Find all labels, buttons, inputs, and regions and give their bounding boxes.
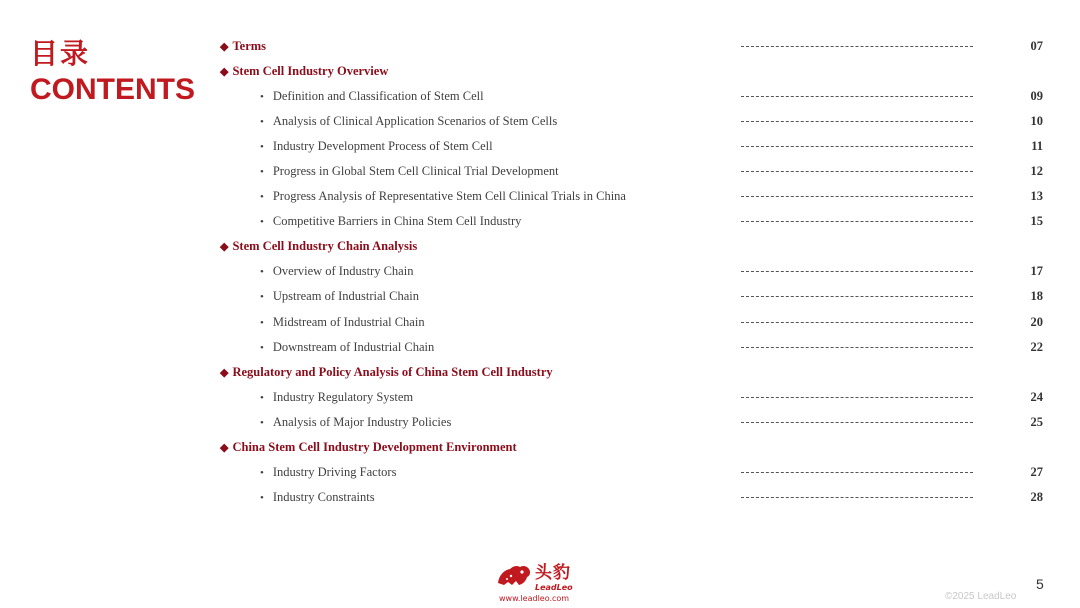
diamond-bullet-icon: ◆ xyxy=(220,41,229,53)
diamond-bullet-icon: ◆ xyxy=(220,441,229,454)
toc-item xyxy=(0,485,1080,510)
toc-label xyxy=(260,310,425,336)
table-of-contents xyxy=(0,34,1080,510)
leopard-logo-icon xyxy=(496,563,532,587)
diamond-bullet-icon: ◆ xyxy=(220,241,229,254)
toc-title: Industry Driving Factors xyxy=(272,464,397,479)
toc-label xyxy=(260,184,626,210)
toc-label xyxy=(260,159,559,185)
toc-title: Midstream of Industrial Chain xyxy=(272,314,425,329)
toc-title: Industry Regulatory System xyxy=(272,389,414,404)
dotted-leader xyxy=(741,497,973,498)
toc-title: Definition and Classification of Stem Cell xyxy=(272,89,484,104)
toc-title: Progress Analysis of Representative Stem Cell Clinical Trials in China xyxy=(272,189,626,204)
dotted-leader xyxy=(741,221,973,222)
toc-label xyxy=(220,435,517,461)
dotted-leader xyxy=(741,146,973,147)
diamond-bullet-icon: ◆ xyxy=(220,66,229,79)
toc-page-number: 10 xyxy=(1030,114,1043,129)
toc-label xyxy=(220,34,266,60)
toc-label xyxy=(260,335,434,361)
toc-label xyxy=(260,84,484,110)
contents-title-en: CONTENTS xyxy=(30,73,195,106)
toc-label xyxy=(260,209,521,235)
toc-label xyxy=(260,410,451,436)
toc-item xyxy=(0,109,1080,134)
dotted-leader xyxy=(741,271,973,272)
dotted-leader xyxy=(741,347,973,348)
toc-page-number: 24 xyxy=(1030,389,1043,404)
toc-page-number: 13 xyxy=(1030,189,1043,204)
toc-page-number: 20 xyxy=(1030,314,1043,329)
dotted-leader xyxy=(741,196,973,197)
dot-bullet-icon: • xyxy=(260,91,264,104)
toc-title: Industry Development Process of Stem Cell xyxy=(272,139,493,154)
toc-title: Overview of Industry Chain xyxy=(272,264,414,279)
dot-bullet-icon: • xyxy=(260,141,264,154)
toc-item xyxy=(0,460,1080,485)
dot-bullet-icon: • xyxy=(260,116,264,129)
dot-bullet-icon: • xyxy=(260,391,264,404)
leadleo-logo xyxy=(496,561,586,605)
slide-number: 5 xyxy=(1036,576,1044,592)
toc-page-number: 12 xyxy=(1030,164,1043,179)
toc-item xyxy=(0,259,1080,284)
toc-item xyxy=(0,310,1080,335)
dotted-leader xyxy=(741,171,973,172)
dot-bullet-icon: • xyxy=(260,216,264,229)
dot-bullet-icon: • xyxy=(260,491,264,504)
toc-page-number: 17 xyxy=(1030,264,1043,279)
toc-item xyxy=(0,335,1080,360)
toc-page-number: 09 xyxy=(1030,89,1043,104)
logo-text-en: LeadLeo xyxy=(535,583,573,592)
toc-page-number: 25 xyxy=(1030,414,1043,429)
toc-title: China Stem Cell Industry Development Environment xyxy=(232,439,517,454)
toc-title: Industry Constraints xyxy=(272,489,375,504)
dotted-leader xyxy=(741,322,973,323)
toc-page-number: 11 xyxy=(1031,139,1043,154)
toc-item xyxy=(0,134,1080,159)
toc-label xyxy=(220,360,553,386)
toc-section xyxy=(0,34,1080,59)
copyright-text: ©2025 LeadLeo xyxy=(945,591,1017,602)
dot-bullet-icon: • xyxy=(260,166,264,179)
toc-title: Stem Cell Industry Overview xyxy=(232,64,389,79)
toc-title: Stem Cell Industry Chain Analysis xyxy=(232,239,418,254)
toc-label xyxy=(260,259,413,285)
toc-label xyxy=(260,134,493,160)
dot-bullet-icon: • xyxy=(260,266,264,279)
toc-section xyxy=(0,234,1080,259)
toc-item xyxy=(0,284,1080,309)
toc-page-number: 28 xyxy=(1030,489,1043,504)
toc-title: Terms xyxy=(232,39,267,53)
toc-label xyxy=(260,109,557,135)
toc-title: Analysis of Major Industry Policies xyxy=(272,414,452,429)
toc-item xyxy=(0,209,1080,234)
logo-url: www.leadleo.com xyxy=(499,594,570,603)
toc-label xyxy=(260,485,375,511)
dotted-leader xyxy=(741,296,973,297)
toc-page-number: 15 xyxy=(1030,214,1043,229)
dotted-leader xyxy=(741,46,973,47)
dot-bullet-icon: • xyxy=(260,191,264,204)
dot-bullet-icon: • xyxy=(260,291,264,304)
toc-page-number: 27 xyxy=(1030,464,1043,479)
toc-page-number: 18 xyxy=(1030,289,1043,304)
toc-page-number: 22 xyxy=(1030,339,1043,354)
toc-label xyxy=(260,284,419,310)
toc-title: Downstream of Industrial Chain xyxy=(272,339,435,354)
toc-item xyxy=(0,84,1080,109)
toc-title: Upstream of Industrial Chain xyxy=(272,289,420,304)
logo-text-cn: 头豹 xyxy=(535,563,571,583)
dotted-leader xyxy=(741,121,973,122)
toc-title: Analysis of Clinical Application Scenarios of Stem Cells xyxy=(272,114,558,129)
toc-title: Regulatory and Policy Analysis of China Stem Cell Industry xyxy=(232,364,553,379)
dotted-leader xyxy=(741,96,973,97)
dotted-leader xyxy=(741,472,973,473)
contents-title-cn: 目录 xyxy=(30,37,91,70)
toc-section xyxy=(0,59,1080,84)
dot-bullet-icon: • xyxy=(260,466,264,479)
diamond-bullet-icon: ◆ xyxy=(220,366,229,379)
toc-item xyxy=(0,410,1080,435)
toc-item xyxy=(0,159,1080,184)
dotted-leader xyxy=(741,422,973,423)
toc-page-number: 07 xyxy=(1030,39,1043,53)
toc-label xyxy=(260,385,413,411)
dot-bullet-icon: • xyxy=(260,416,264,429)
dot-bullet-icon: • xyxy=(260,341,264,354)
toc-label xyxy=(220,234,417,260)
toc-title: Competitive Barriers in China Stem Cell Industry xyxy=(272,214,522,229)
toc-title: Progress in Global Stem Cell Clinical Trial Development xyxy=(272,164,559,179)
toc-item xyxy=(0,184,1080,209)
toc-section xyxy=(0,360,1080,385)
dot-bullet-icon: • xyxy=(260,316,264,329)
toc-label xyxy=(260,460,396,486)
toc-label xyxy=(220,59,388,85)
dotted-leader xyxy=(741,397,973,398)
toc-item xyxy=(0,385,1080,410)
toc-section xyxy=(0,435,1080,460)
